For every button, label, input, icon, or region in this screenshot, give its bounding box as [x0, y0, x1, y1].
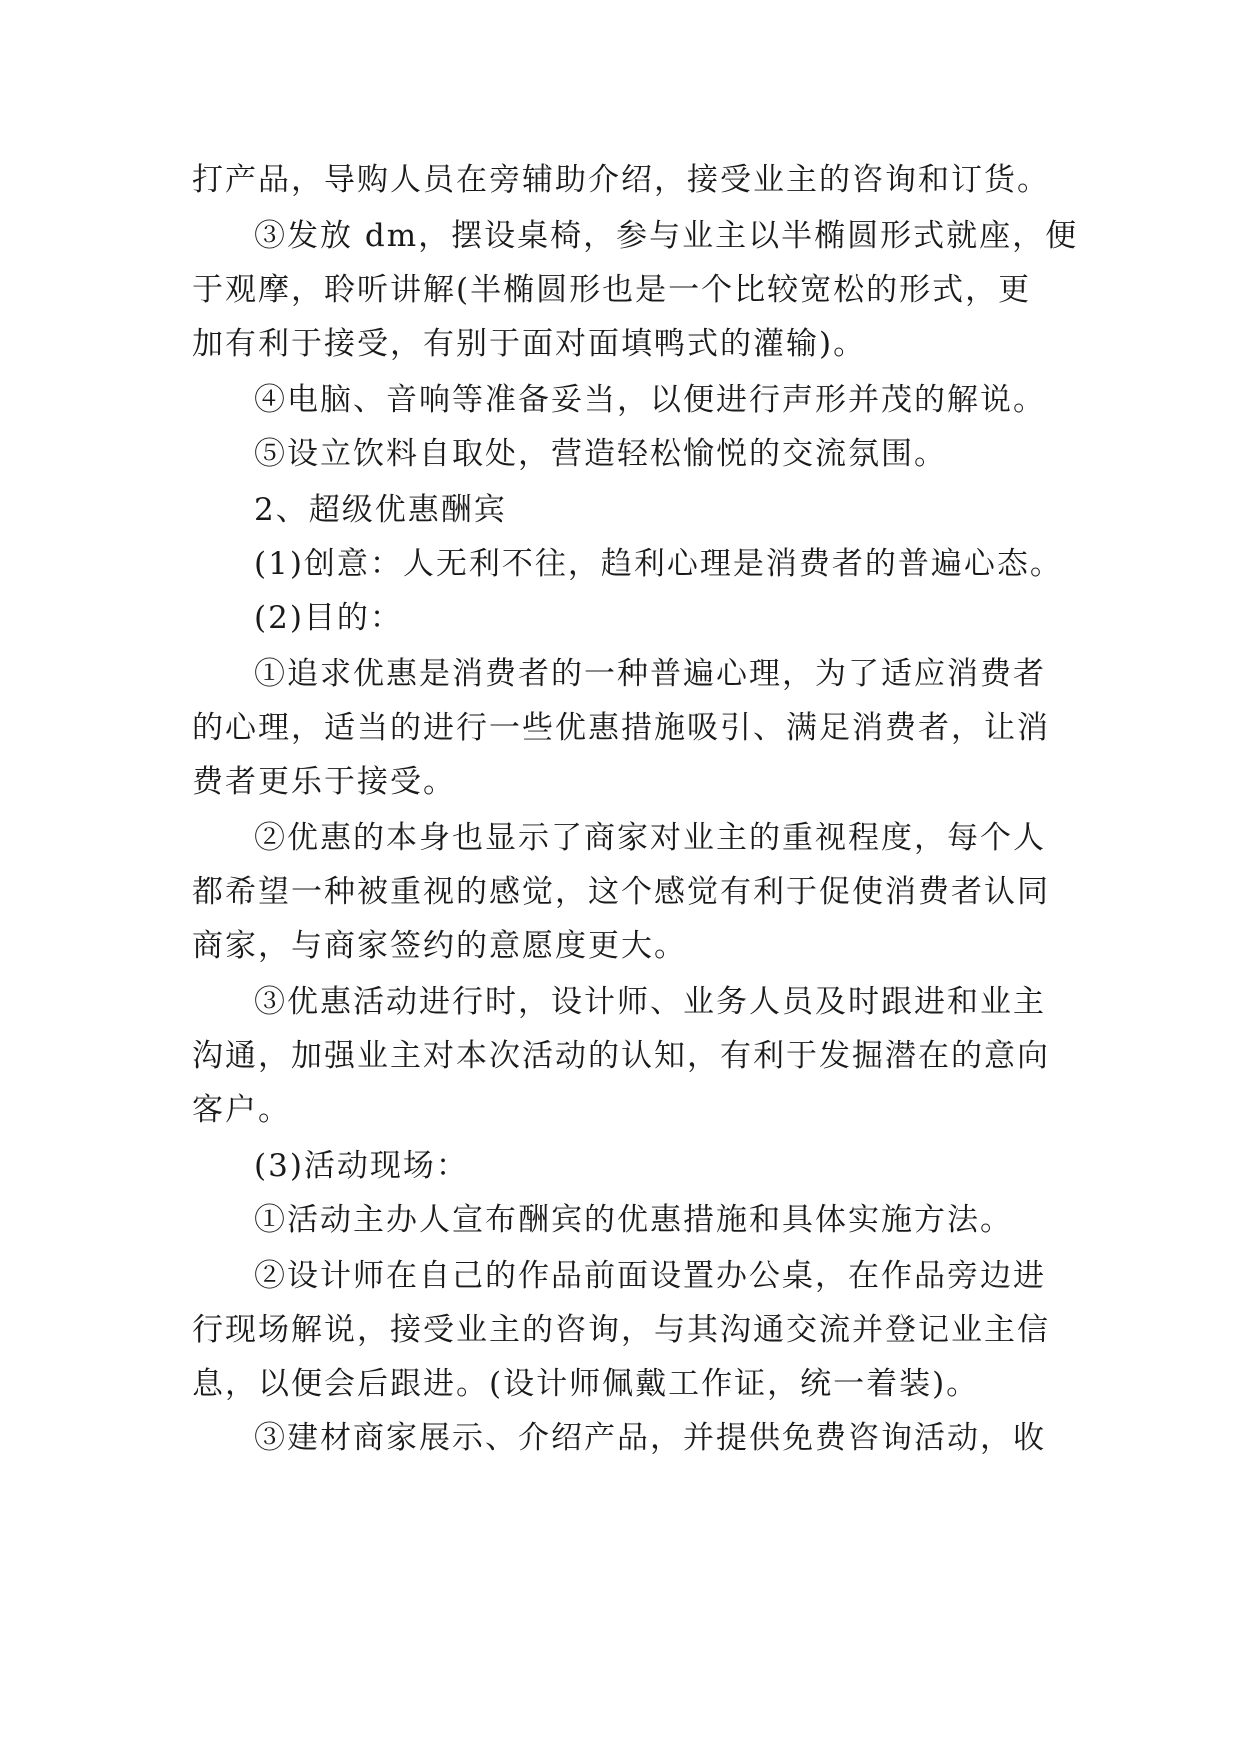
- text-line-5: ④电脑、音响等准备妥当，以便进行声形并茂的解说。: [254, 382, 1046, 418]
- text-line-2: ③发放 dm，摆设桌椅，参与业主以半椭圆形式就座，便: [254, 218, 1079, 254]
- text-line-8: (1)创意：人无利不往，趋利心理是消费者的普遍心态。: [254, 546, 1063, 582]
- text-line-12: 费者更乐于接受。: [192, 764, 456, 800]
- subheading-purpose: (2)目的：: [254, 600, 403, 636]
- text-line-24: ③建材商家展示、介绍产品，并提供免费咨询活动，收: [254, 1420, 1046, 1456]
- subheading-venue: (3)活动现场：: [254, 1148, 469, 1184]
- text-line-23: 息，以便会后跟进。(设计师佩戴工作证，统一着装)。: [192, 1366, 980, 1402]
- text-line-11: 的心理，适当的进行一些优惠措施吸引、满足消费者，让消: [192, 710, 1050, 746]
- text-line-15: 商家，与商家签约的意愿度更大。: [192, 928, 687, 964]
- text-line-13: ②优惠的本身也显示了商家对业主的重视程度，每个人: [254, 820, 1046, 856]
- text-line-10: ①追求优惠是消费者的一种普遍心理，为了适应消费者: [254, 656, 1046, 692]
- text-line-21: ②设计师在自己的作品前面设置办公桌，在作品旁边进: [254, 1258, 1046, 1294]
- text-line-22: 行现场解说，接受业主的咨询，与其沟通交流并登记业主信: [192, 1312, 1050, 1348]
- text-line-14: 都希望一种被重视的感觉，这个感觉有利于促使消费者认同: [192, 874, 1050, 910]
- text-line-4: 加有利于接受，有别于面对面填鸭式的灌输)。: [192, 326, 867, 362]
- text-line-17: 沟通，加强业主对本次活动的认知，有利于发掘潜在的意向: [192, 1038, 1050, 1074]
- section-heading: 2、超级优惠酬宾: [254, 492, 507, 528]
- text-line-16: ③优惠活动进行时，设计师、业务人员及时跟进和业主: [254, 984, 1046, 1020]
- text-line-6: ⑤设立饮料自取处，营造轻松愉悦的交流氛围。: [254, 436, 947, 472]
- text-line-3: 于观摩，聆听讲解(半椭圆形也是一个比较宽松的形式，更: [192, 272, 1032, 308]
- text-line-20: ①活动主办人宣布酬宾的优惠措施和具体实施方法。: [254, 1202, 1013, 1238]
- text-line-1: 打产品，导购人员在旁辅助介绍，接受业主的咨询和订货。: [192, 162, 1050, 198]
- text-line-18: 客户。: [192, 1092, 291, 1128]
